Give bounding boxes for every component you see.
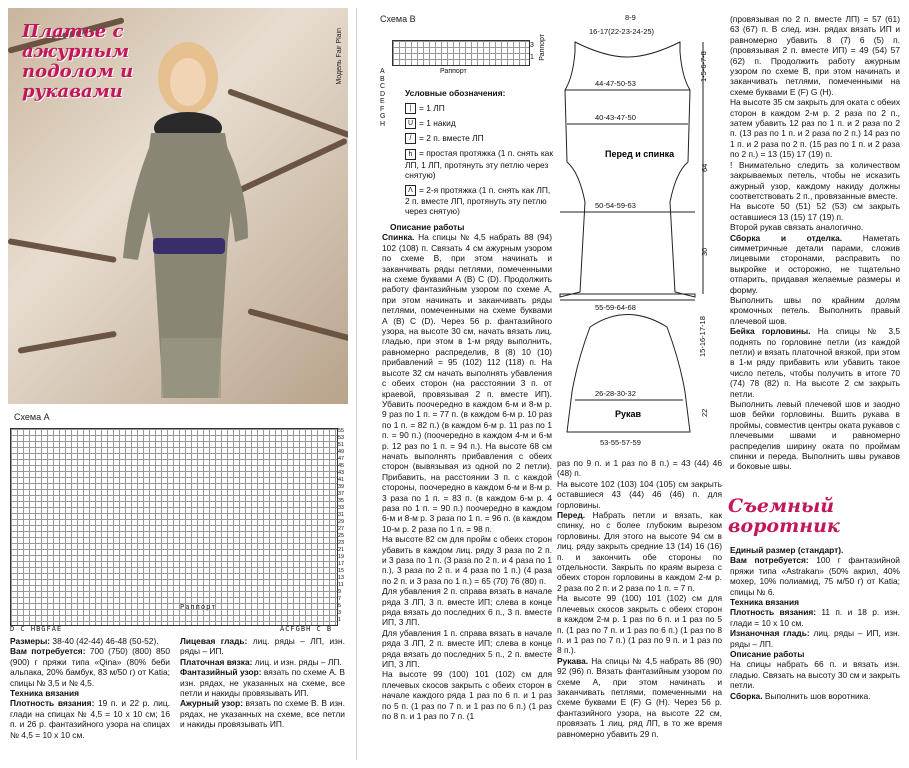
paragraph-text: Второй рукав связать аналогично. [730, 222, 864, 233]
text-paragraph [730, 14, 900, 97]
stitch-symbol-icon: Λ [405, 185, 416, 196]
paragraph-text: 19 п. и 22 р. лиц. глади на спицах № 4,5 = 10 х 10 см; 16 п. и 26 р. фантазийного узора на спицах № 4,5 = 10 х 10 см. [10, 698, 170, 740]
description-heading: Описание работы [390, 222, 465, 232]
paragraph-text: вязать по схеме В. В изн. рядах, не указанных на схеме, все петли и накиды провязывать ИП. [180, 698, 345, 730]
paragraph-text: Выполнить шов воротника. [762, 690, 871, 701]
description-column [382, 222, 552, 722]
legend-item [405, 133, 555, 144]
legend-item [405, 148, 555, 180]
stitch-symbol-icon: U [405, 118, 416, 129]
legend-text: = простая протяжка (1 п. снять как ЛП, 1 ЛП, протянуть эту петлю через снятую) [405, 148, 553, 181]
paragraph-heading: Фантазийный узор: [180, 667, 262, 678]
text-paragraph [730, 649, 900, 659]
dim-w3: 50-54-59-63 [595, 201, 636, 210]
front-sleeve-column [557, 458, 722, 739]
page-fold [356, 8, 357, 760]
row-number: 1 [338, 617, 342, 623]
dim-w2: 40-43-47-50 [595, 113, 636, 122]
schema-letter: A [380, 68, 385, 75]
text-paragraph [10, 688, 170, 698]
dim-w1: 44-47-50-53 [595, 79, 636, 88]
paragraph-heading: Лицевая гладь: [180, 636, 248, 646]
row-number: 39 [338, 484, 345, 490]
schema-a-grid [10, 428, 338, 626]
row-number: 41 [338, 477, 345, 483]
text-paragraph [10, 646, 170, 688]
paragraph-text: Выполнить швы по крайним долям кромочных петель. Выполнить правый плечевой шов. [730, 294, 900, 326]
paragraph-text: 38-40 (42-44) 46-48 (50-52). [50, 636, 159, 646]
schema-letter: G [380, 113, 386, 120]
text-paragraph [730, 222, 900, 232]
row-number: 53 [338, 435, 345, 441]
row-number: 11 [338, 582, 344, 588]
text-paragraph [382, 534, 552, 586]
paragraph-text: На высоте 50 (51) 52 (53) см закрыть оставшиеся 13 (15) 17 (19) п. [730, 201, 900, 222]
branch-decoration [8, 238, 117, 263]
row-number: 33 [338, 505, 345, 511]
paragraph-text: (провязывая по 2 п. вместе ЛП) = 57 (61) 63 (67) п. В след. изн. рядах вязать ИП и равномерно убавить 8 (7) 6 (5) п. (провязывая 2 п. вместе ИП) = 49 (54) 57 (62) п. Продолжить работу ажурным узором по схеме В, при этом начинать и заканчивать петлями, помеченными на схеме буквами E (F) G (H). [730, 14, 900, 97]
model-label: Модель Fair Plain [336, 28, 343, 85]
legend-text: = 1 ЛП [419, 102, 445, 113]
schema-b-letters [380, 68, 385, 128]
paragraph-text: На высоте 82 см для пройм с обеих сторон убавить в каждом лиц. ряду 3 раза по 2 п. и 3 раза по 1 п. (3 раза по 2 п. и 4 раза по 1 п.), 3 раза по 2 п. и 4 раза по 1 п.) (4 раза по 2 п. и 3 раза по 1 п.) = 65 (70) 76 (80) п. [382, 534, 552, 586]
materials-column [10, 636, 170, 740]
row-number: 29 [338, 519, 345, 525]
paragraph-text: На высоте 102 (103) 104 (105) см закрыть оставшиеся 43 (44) 46 (46) п. для горловины. [557, 478, 722, 510]
legend-title: Условные обозначения: [405, 88, 506, 98]
paragraph-text: Для убавления 2 п. справа вязать в начале ряда 3 ЛП, 3 п. вместе ИП; слева в конце ряда вязать до последних 6 п., 3 п. вместе ИП, 3 ЛП. [382, 586, 552, 628]
text-paragraph [382, 669, 552, 721]
row-number: 23 [338, 540, 345, 546]
text-paragraph [382, 232, 552, 534]
schema-b-repeat: Раппорт [440, 68, 467, 75]
schema-b-rows: 3 1 [530, 42, 534, 61]
row-number: 3 [338, 610, 342, 616]
text-paragraph [557, 656, 722, 739]
text-paragraph [557, 510, 722, 593]
paragraph-heading: Сборка. [730, 690, 763, 701]
paragraph-text: раз по 9 п. и 1 раз по 8 п.) = 43 (44) 46 (48) п. [557, 458, 722, 479]
paragraph-text: 11 п. и 18 р. изн. глади = 10 х 10 см. [730, 607, 900, 628]
row-number: 15 [338, 568, 345, 574]
branch-decoration [237, 138, 348, 194]
text-paragraph [557, 458, 722, 479]
stitch-symbol-icon: / [405, 133, 416, 144]
paragraph-text: На спицы № 4,5 набрать 86 (90) 92 (96) п. Вязать фантазийным узором по схеме А, при этом начинать и заканчивать петлями, помеченными на схеме буквами E (F) G (H). Через 56 р. фантазийного узора, на высоте 22 см, провязать 1 лиц. ряд ЛП, в то же время равномерно убавить 29 п. [557, 655, 722, 739]
row-number: 25 [338, 533, 345, 539]
legend-text: = 2 п. вместе ЛП [419, 133, 484, 144]
article-title: Платье с ажурным подолом и рукавами [22, 21, 134, 102]
text-paragraph [730, 545, 900, 555]
paragraph-heading: Спинка. [382, 232, 415, 243]
paragraph-text: лиц. и изн. ряды – ЛП. [252, 656, 342, 667]
row-number: 19 [338, 554, 345, 560]
schema-a-letters-right: ACFGBH C B [280, 625, 333, 633]
pattern-diagram [555, 12, 720, 457]
dim-bottom: 55-59-64-68 [595, 303, 636, 312]
dim-side: 1-5-6-7-8 [699, 51, 708, 82]
legend-item [405, 185, 555, 217]
paragraph-heading: Вам потребуется: [10, 646, 86, 657]
schema-a-row-numbers [338, 428, 350, 624]
assembly-column [730, 14, 900, 472]
schema-letter: H [380, 120, 386, 128]
paragraph-text: 700 (750) (800) 850 (900) г пряжи типа «Qina» (80% беби альпака, 20% бамбук, 83 м/50 г) от Katia; спицы № 3,5 и № 4,5. [10, 646, 170, 688]
text-paragraph [180, 636, 345, 657]
legend-text: = 2-я протяжка (1 п. снять как ЛП, 2 п. вместе ЛП, протянуть эту петлю через снятую) [405, 184, 551, 217]
dim-top-h: 8-9 [625, 13, 636, 22]
sleeve-label: Рукав [615, 409, 642, 419]
text-paragraph [730, 659, 900, 690]
row-number: 47 [338, 456, 345, 462]
schema-b-label: Схема В [380, 14, 416, 24]
row-number: 21 [338, 547, 345, 553]
text-paragraph [557, 479, 722, 510]
front-back-label: Перед и спинка [605, 149, 675, 159]
sleeve-bottom: 53-55-57-59 [600, 438, 641, 447]
paragraph-text: Набрать петли и вязать, как спинку, но с более глубоким вырезом горловины. Для этого на высоте 94 см в лиц. ряду закрыть средние 13 (14) 16 (16) п. и закончить обе стороны по отдельности. Закрыть по краям выреза с обеих сторон горловины в каждом 2-м р. 2 раза по 2 п. и 2 раза по 1 п. = 7 п. [557, 510, 722, 593]
text-paragraph [730, 555, 900, 597]
row-number: 49 [338, 449, 345, 455]
legend-item [405, 118, 555, 129]
row-number: 37 [338, 491, 345, 497]
paragraph-heading: Техника вязания [10, 688, 80, 699]
text-paragraph [557, 593, 722, 655]
paragraph-text: вязать по схеме А. В изн. рядах, не указанных на схеме, все петли и накиды провязывать ИП. [180, 667, 345, 699]
row-number: 5 [338, 603, 342, 609]
row-number: 45 [338, 463, 345, 469]
paragraph-text: Для убавления 1 п. справа вязать в начале ряда 3 ЛП, 2 п. вместе ИП; слева в конце ряда вязать до последних 5 п., 2 п. вместе ИП, 3 ЛП. [382, 627, 552, 670]
schema-b-repeat-side: Раппорт [539, 34, 546, 61]
paragraph-heading: Платочная вязка: [180, 656, 253, 667]
paragraph-heading: Перед. [557, 510, 586, 521]
row-number: 27 [338, 526, 345, 532]
row-number: 51 [338, 442, 345, 448]
text-paragraph [10, 636, 170, 646]
row-number: 31 [338, 512, 345, 518]
dim-h64: 64 [700, 163, 709, 172]
text-paragraph [730, 201, 900, 222]
text-paragraph [730, 160, 900, 202]
dim-h30: 30 [700, 247, 709, 256]
paragraph-heading: Бейка горловины. [730, 326, 811, 337]
branch-decoration [17, 331, 117, 354]
paragraph-heading: Единый размер (стандарт). [730, 545, 844, 555]
branch-decoration [247, 308, 348, 342]
text-paragraph [730, 628, 900, 649]
paragraph-heading: Размеры: [10, 636, 51, 646]
schema-b-grid [392, 40, 530, 66]
sleeve-mid: 26-28-30-32 [595, 389, 636, 398]
paragraph-text: На высоте 99 (100) 101 (102) см для плечевых скосов закрыть с обеих сторон в каждом 2-м р. 1 раз по 6 п. и 1 раз по 5 п. (1 раз по 7 п. и 1 раз по 6 п.) (1 раз по 8 п. и 1 раз по 7 п.) (1 раз по 9 п. и 1 раз по 8 п.). [557, 593, 722, 656]
paragraph-heading: Плотность вязания: [10, 698, 95, 709]
text-paragraph [730, 233, 900, 295]
paragraph-text: На спицы набрать 66 п. и вязать изн. гладью. Связать на высоту 30 см и закрыть петли. [730, 659, 900, 691]
row-number: 17 [338, 561, 345, 567]
schema-letter: D [380, 90, 386, 98]
row-number: 55 [338, 428, 345, 434]
text-paragraph [730, 691, 900, 701]
dim-top: 16-17(22-23-24-25) [589, 27, 655, 36]
sleeve-top-dim: 15-16-17-18 [698, 316, 707, 357]
techniques-column [180, 636, 345, 730]
paragraph-heading: Плотность вязания: [730, 607, 817, 618]
paragraph-text: На спицы № 4,5 набрать 88 (94) 102 (108) п. Связать 4 см ажурным узором по схеме В, при этом начинать и заканчивать ряды петлями, помеченными на схеме буквами А (В) С (D). Продолжить работу фантазийным узором по схеме А, при этом начинать и заканчивать ряды петлями, помеченными на схеме буквами А (В) С (D). Через 56 р. фантазийного узора, на высоте 30 см, начать вязать лиц. гладью, при этом в 1-м ряду выполнить, равномерно распределив, 8 (8) 10 (10) прибавлений = 95 (102) 112 (118) п. На высоте 32 см начать выполнять убавления с обеих сторон (на расстоянии 3 п. от краевой, провязывая 2 п. вместе ИП). Убавить поочередно в каждом 6-м и 8-м р. 9 раз по 1 п. = 77 п. (в каждом 6-м р. 10 раз по 1 п. = 82 п.) (в каждом 6-м р. 11 раз по 1 п. = 90 п.) (поочередно в каждом 4-м и 6-м р. 12 раз по 1 п. = 94 п.). На высоте 68 см начать выполнять прибавления с обеих сторон (вывязывая из одной по 2 петли). Прибавить, на расстоянии 3 п. с каждой стороны, поочередно в каждом 6-м и 8-м р. 3 раза по 1 п. = 83 п. (в каждом 6-м р. 4 раза по 1 п. = 90 п.) поочередно в каждом 6-м и 8-м р. 3 раза по 1 п. = 96 п. (в каждом 10-м р. 2 раза по 1 п. = 98 п. [382, 232, 552, 534]
text-paragraph [730, 326, 900, 399]
stitch-symbol-icon: | [405, 103, 416, 114]
schema-a-letters-left: D C HBGFAE [10, 625, 63, 633]
paragraph-heading: Рукава. [557, 655, 589, 666]
text-paragraph [730, 97, 900, 159]
collar-column [730, 545, 900, 701]
schema-letter: B [380, 75, 385, 83]
row-number: 43 [338, 470, 345, 476]
paragraph-text: ! Внимательно следить за количеством закрываемых петель, чтобы не исказить ажурный узор, каждому накиду должны соответствовать 2 п., провязанные вместе. [730, 159, 900, 201]
paragraph-heading: Техника вязания [730, 597, 800, 608]
text-paragraph [180, 698, 345, 729]
text-paragraph [382, 586, 552, 628]
schema-a-label: Схема А [14, 412, 50, 422]
paragraph-heading: Изнаночная гладь: [730, 628, 810, 639]
row-number: 7 [338, 596, 342, 602]
paragraph-heading: Вам потребуется: [730, 555, 809, 566]
text-paragraph [180, 657, 345, 667]
text-paragraph [10, 698, 170, 740]
text-paragraph [730, 295, 900, 326]
row-number: 35 [338, 498, 345, 504]
model-photo [8, 8, 348, 404]
row-number: 13 [338, 575, 345, 581]
paragraph-text: 100 г фантазийной пряжи типа «Astrakan» (50% акрил, 40% мохер, 10% полиамид, 75 м/50 г) от Katia; спицы № 6. [730, 555, 900, 597]
schema-letter: C [380, 83, 386, 90]
paragraph-text: На высоте 35 см закрыть для оката с обеих сторон в каждом 2-м р. 2 раза по 2 п., затем убавить 12 раз по 1 п. и 2 раза по 2 п. (13 раз по 1 п. и 2 раза по 2 п.) 14 раз по 1 п. и 2 раза по 2 п. (15 раз по 1 п. и 2 раза по 2 п.) = 13 (15) 17 (19) п. [730, 97, 901, 160]
schema-letter: F [380, 105, 385, 113]
paragraph-text: Наметать симметричные детали парами, сложив лицевыми сторонами, расправить по выкройке и осторожно, не тщательно отпарить, придавая желаемые размеры и форму. [730, 232, 900, 295]
paragraph-text: На спицы № 3,5 поднять по горловине петли (из каждой петли) и вязать платочной вязкой, при этом в 1-м ряду прибавить или убавить такое число петель, чтобы получить в итоге 70 (74) 78 (82) п. На высоте 2 см закрыть петли. [730, 326, 901, 399]
legend-item [405, 103, 555, 114]
legend [405, 88, 555, 217]
schema-a-repeat: Раппорт [180, 603, 217, 611]
schema-letter: E [380, 98, 385, 105]
paragraph-text: лиц. ряды – ИП, изн. ряды – ЛП. [730, 628, 900, 649]
legend-text: = 1 накид [419, 117, 456, 128]
text-paragraph [180, 667, 345, 698]
paragraph-text: Выполнить левый плечевой шов и заодно шов бейки горловины. Вшить рукава в проймы, совместив центры оката рукавов с плечевыми швами и равномерно распределив ширину оката по проймам спинки и переда. Выполнить швы рукавов и боковые швы. [730, 399, 900, 472]
collar-title: Съемный воротник [728, 495, 840, 537]
text-paragraph [730, 597, 900, 607]
paragraph-heading: Ажурный узор: [180, 698, 244, 709]
paragraph-text: На высоте 99 (100) 101 (102) см для плечевых скосов закрыть с обеих сторон в начале каждого ряда 1 раз по 6 п. и 1 раз по 5 п. (1 раз по 7 п. и 1 раз по 6 п.) (1 раз по 8 п. и 1 раз по 7 п. (1 [382, 669, 552, 722]
row-number: 9 [338, 589, 342, 595]
text-paragraph [730, 399, 900, 472]
paragraph-heading: Сборка и отделка. [730, 232, 843, 243]
sleeve-h22: 22 [700, 408, 709, 417]
paragraph-text: лиц. ряды – ЛП, изн. ряды – ИП. [180, 636, 345, 657]
text-paragraph [730, 607, 900, 628]
paragraph-heading: Описание работы [730, 649, 805, 660]
text-paragraph [382, 628, 552, 670]
stitch-symbol-icon: h [405, 149, 416, 160]
